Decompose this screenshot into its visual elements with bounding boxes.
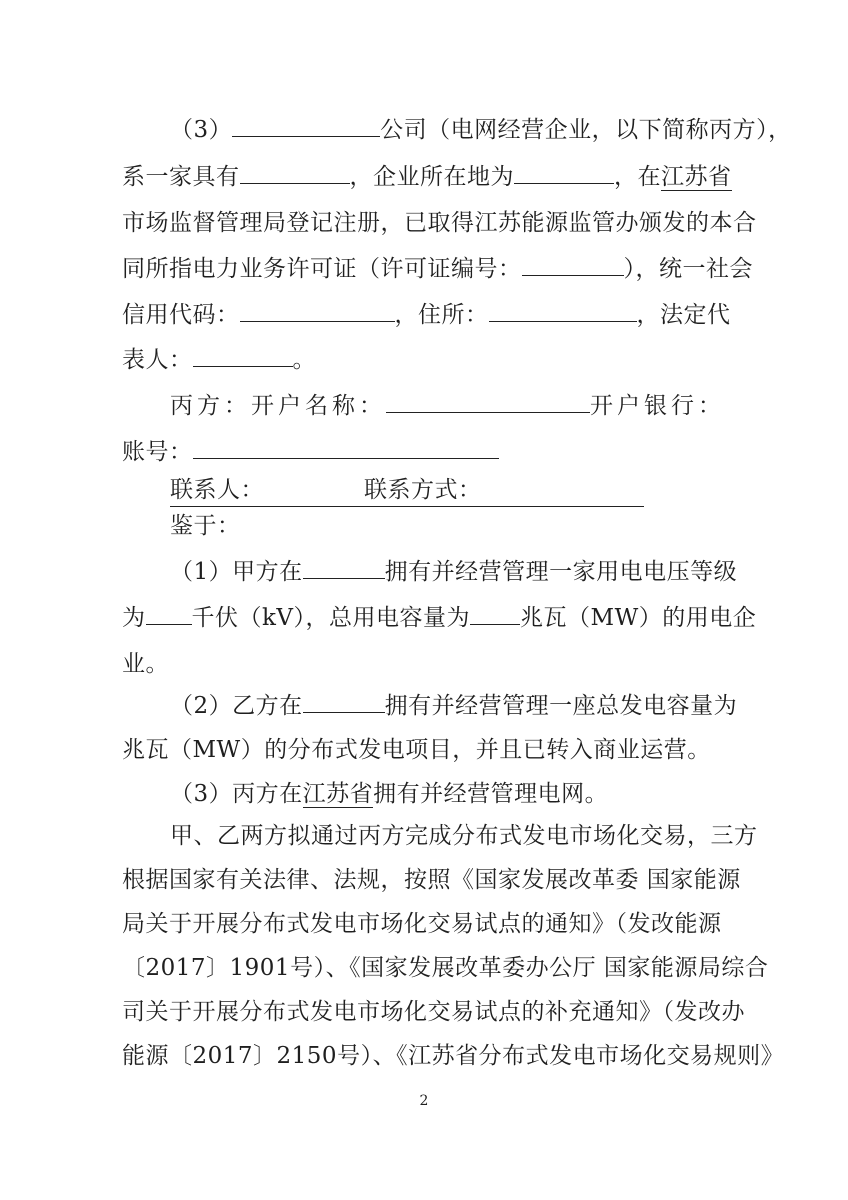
text: 业。 bbox=[122, 651, 169, 677]
blank-field bbox=[240, 161, 350, 184]
paragraph-line bbox=[170, 690, 737, 722]
paragraph-line bbox=[170, 510, 241, 542]
paragraph-line bbox=[170, 820, 758, 852]
paragraph-line bbox=[122, 952, 768, 984]
text: 〔2017〕1901号）、《国家发展改革委办公厅 国家能源局综合 bbox=[122, 955, 769, 981]
text: 兆瓦（MW）的用电企 bbox=[520, 605, 757, 631]
text: 公司（电网经营企业，以下简称丙方）， bbox=[380, 117, 792, 143]
text: ，企业所在地为 bbox=[349, 164, 514, 190]
blank-field bbox=[470, 602, 520, 625]
text: 甲、乙两方拟通过丙方完成分布式发电市场化交易，三方 bbox=[170, 823, 758, 849]
paragraph-line bbox=[170, 556, 737, 588]
blank-field bbox=[514, 161, 614, 184]
paragraph-line bbox=[122, 207, 757, 239]
paragraph-line bbox=[170, 778, 608, 810]
paragraph-line bbox=[122, 436, 499, 468]
text: 同所指电力业务许可证（许可证编号： bbox=[122, 256, 522, 282]
blank-field bbox=[386, 390, 590, 413]
text: 司关于开展分布式发电市场化交易试点的补充通知》（发改办 bbox=[122, 999, 745, 1025]
text: 系一家具有 bbox=[122, 164, 240, 190]
underlined-text: 江苏省 bbox=[661, 164, 732, 190]
text: 拥有并经营管理一家用电电压等级 bbox=[384, 559, 738, 585]
paragraph-line bbox=[122, 1040, 784, 1072]
text: ，法定代 bbox=[636, 302, 731, 328]
paragraph-line bbox=[122, 908, 722, 940]
text: 鉴于： bbox=[170, 513, 241, 539]
paragraph-line bbox=[170, 390, 725, 422]
paragraph-line bbox=[122, 648, 169, 680]
text: 丙方：开户名称： bbox=[170, 393, 386, 419]
text: 拥有并经营管理一座总发电容量为 bbox=[384, 693, 738, 719]
blank-field bbox=[240, 299, 395, 322]
blank-field bbox=[146, 602, 192, 625]
blank-field bbox=[303, 690, 385, 713]
blank-field bbox=[193, 436, 499, 459]
paragraph-line bbox=[122, 161, 732, 193]
text: 表人： bbox=[122, 347, 193, 373]
blank-field bbox=[232, 114, 380, 137]
text: （2）乙方在 bbox=[170, 693, 303, 719]
paragraph-line bbox=[122, 734, 711, 766]
text: 。 bbox=[292, 347, 316, 373]
page-number: 2 bbox=[419, 1093, 429, 1109]
text: 联系人： bbox=[170, 477, 264, 503]
text: 兆瓦（MW）的分布式发电项目，并且已转入商业运营。 bbox=[122, 737, 711, 763]
text: 信用代码： bbox=[122, 302, 240, 328]
text: ），统一社会 bbox=[623, 256, 753, 282]
text: （3） bbox=[170, 117, 233, 143]
paragraph-line bbox=[122, 602, 756, 634]
paragraph-line bbox=[122, 344, 316, 376]
underlined-text: 江苏省 bbox=[302, 781, 374, 807]
blank-field bbox=[303, 556, 385, 579]
blank-field bbox=[193, 344, 293, 367]
text: 根据国家有关法律、法规，按照《国家发展改革委 国家能源 bbox=[122, 867, 741, 893]
paragraph-line bbox=[170, 474, 644, 507]
text: 账号： bbox=[122, 439, 193, 465]
text: 局关于开展分布式发电市场化交易试点的通知》（发改能源 bbox=[122, 911, 722, 937]
text: 市场监督管理局登记注册，已取得江苏能源监管办颁发的本合 bbox=[122, 210, 757, 236]
text: 联系方式： bbox=[364, 477, 482, 503]
blank-field bbox=[489, 299, 637, 322]
text: 为 bbox=[122, 605, 146, 631]
text: （3）丙方在 bbox=[170, 781, 303, 807]
text: 能源〔2017〕2150号）、《江苏省分布式发电市场化交易规则》 bbox=[122, 1043, 785, 1069]
paragraph-line bbox=[170, 114, 792, 146]
text: 开户银行： bbox=[590, 393, 725, 419]
paragraph-line bbox=[122, 299, 731, 331]
text: ，住所： bbox=[394, 302, 489, 328]
text: （1）甲方在 bbox=[170, 559, 303, 585]
blank-field bbox=[522, 253, 624, 276]
text: ，在 bbox=[614, 164, 661, 190]
paragraph-line bbox=[122, 864, 741, 896]
paragraph-line bbox=[122, 996, 745, 1028]
text: 千伏（kV），总用电容量为 bbox=[191, 605, 471, 631]
text: 拥有并经营管理电网。 bbox=[373, 781, 609, 807]
paragraph-line bbox=[122, 253, 753, 285]
